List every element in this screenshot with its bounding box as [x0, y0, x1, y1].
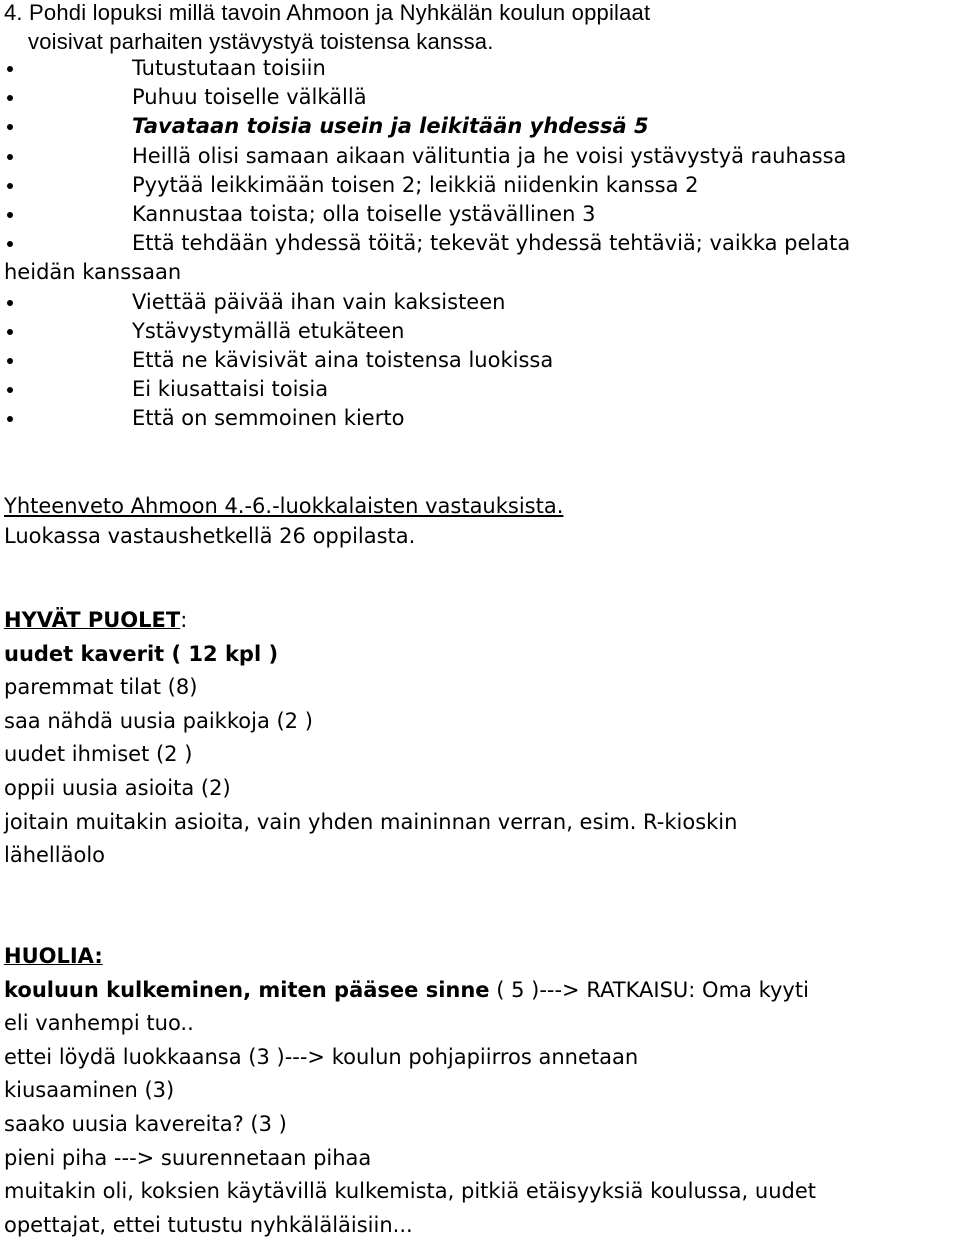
list-item: kiusaaminen (3)	[4, 1078, 175, 1103]
list-item: Tavataan toisia usein ja leikitään yhdessä 5	[0, 112, 960, 141]
list-item: opettajat, ettei tutustu nyhkäläläisiin...	[4, 1212, 413, 1237]
concerns-section	[4, 940, 954, 1242]
answer-bullet-list	[0, 54, 960, 434]
list-item: Viettää päivää ihan vain kaksisteen	[0, 288, 960, 317]
list-item: pieni piha ---> suurennetaan pihaa	[4, 1145, 372, 1170]
question-line-2: voisivat parhaiten ystävystyä toistensa kanssa.	[28, 29, 494, 54]
concerns-top-item-rest: ( 5 )---> RATKAISU: Oma kyyti	[489, 977, 809, 1002]
list-item: Heillä olisi samaan aikaan välituntia ja he voisi ystävystyä rauhassa	[0, 142, 960, 171]
list-item-continuation: heidän kanssaan	[4, 260, 182, 285]
list-item: uudet ihmiset (2 )	[4, 742, 193, 767]
list-item: Että ne kävisivät aina toistensa luokissa	[0, 346, 960, 375]
list-item: Pyytää leikkimään toisen 2; leikkiä niidenkin kanssa 2	[0, 171, 960, 200]
summary-title: Yhteenveto Ahmoon 4.-6.-luokkalaisten vastauksista.	[4, 494, 564, 518]
summary-block	[4, 491, 563, 551]
concerns-heading: HUOLIA:	[4, 944, 103, 968]
list-item: paremmat tilat (8)	[4, 675, 198, 700]
list-item: saako uusia kavereita? (3 )	[4, 1111, 287, 1136]
list-item: saa nähdä uusia paikkoja (2 )	[4, 708, 313, 733]
summary-respondent-count: Luokassa vastaushetkellä 26 oppilasta.	[4, 524, 416, 548]
list-item: oppii uusia asioita (2)	[4, 775, 231, 800]
pros-heading-line	[4, 604, 954, 638]
pros-section	[4, 604, 954, 873]
pros-top-item: uudet kaverit ( 12 kpl )	[4, 641, 279, 666]
list-item: Puhuu toiselle välkällä	[0, 83, 960, 112]
list-item: Ei kiusattaisi toisia	[0, 375, 960, 404]
list-item-text: Että tehdään yhdessä töitä; tekevät yhdessä tehtäviä; vaikka pelata	[132, 231, 851, 256]
list-item: Kannustaa toista; olla toiselle ystävällinen 3	[0, 200, 960, 229]
list-item: joitain muitakin asioita, vain yhden maininnan verran, esim. R-kioskin	[4, 809, 738, 834]
list-item: muitakin oli, koksien käytävillä kulkemista, pitkiä etäisyyksiä koulussa, uudet	[4, 1179, 816, 1204]
concerns-top-item-bold: kouluun kulkeminen, miten pääsee sinne	[4, 977, 490, 1002]
pros-heading-colon: :	[180, 608, 188, 632]
list-item: Että on semmoinen kierto	[0, 404, 960, 433]
list-item	[0, 229, 960, 287]
list-item: lähelläolo	[4, 843, 106, 868]
pros-heading: HYVÄT PUOLET	[4, 608, 181, 632]
question-line-1: 4. Pohdi lopuksi millä tavoin Ahmoon ja Nyhkälän koulun oppilaat	[4, 0, 651, 25]
list-item: Ystävystymällä etukäteen	[0, 317, 960, 346]
question-heading	[4, 0, 954, 56]
list-item: Tutustutaan toisiin	[0, 54, 960, 83]
list-item: ettei löydä luokkaansa (3 )---> koulun pohjapiirros annetaan	[4, 1044, 639, 1069]
concerns-top-item	[4, 974, 954, 1008]
concerns-top-item-continuation: eli vanhempi tuo..	[4, 1011, 194, 1036]
